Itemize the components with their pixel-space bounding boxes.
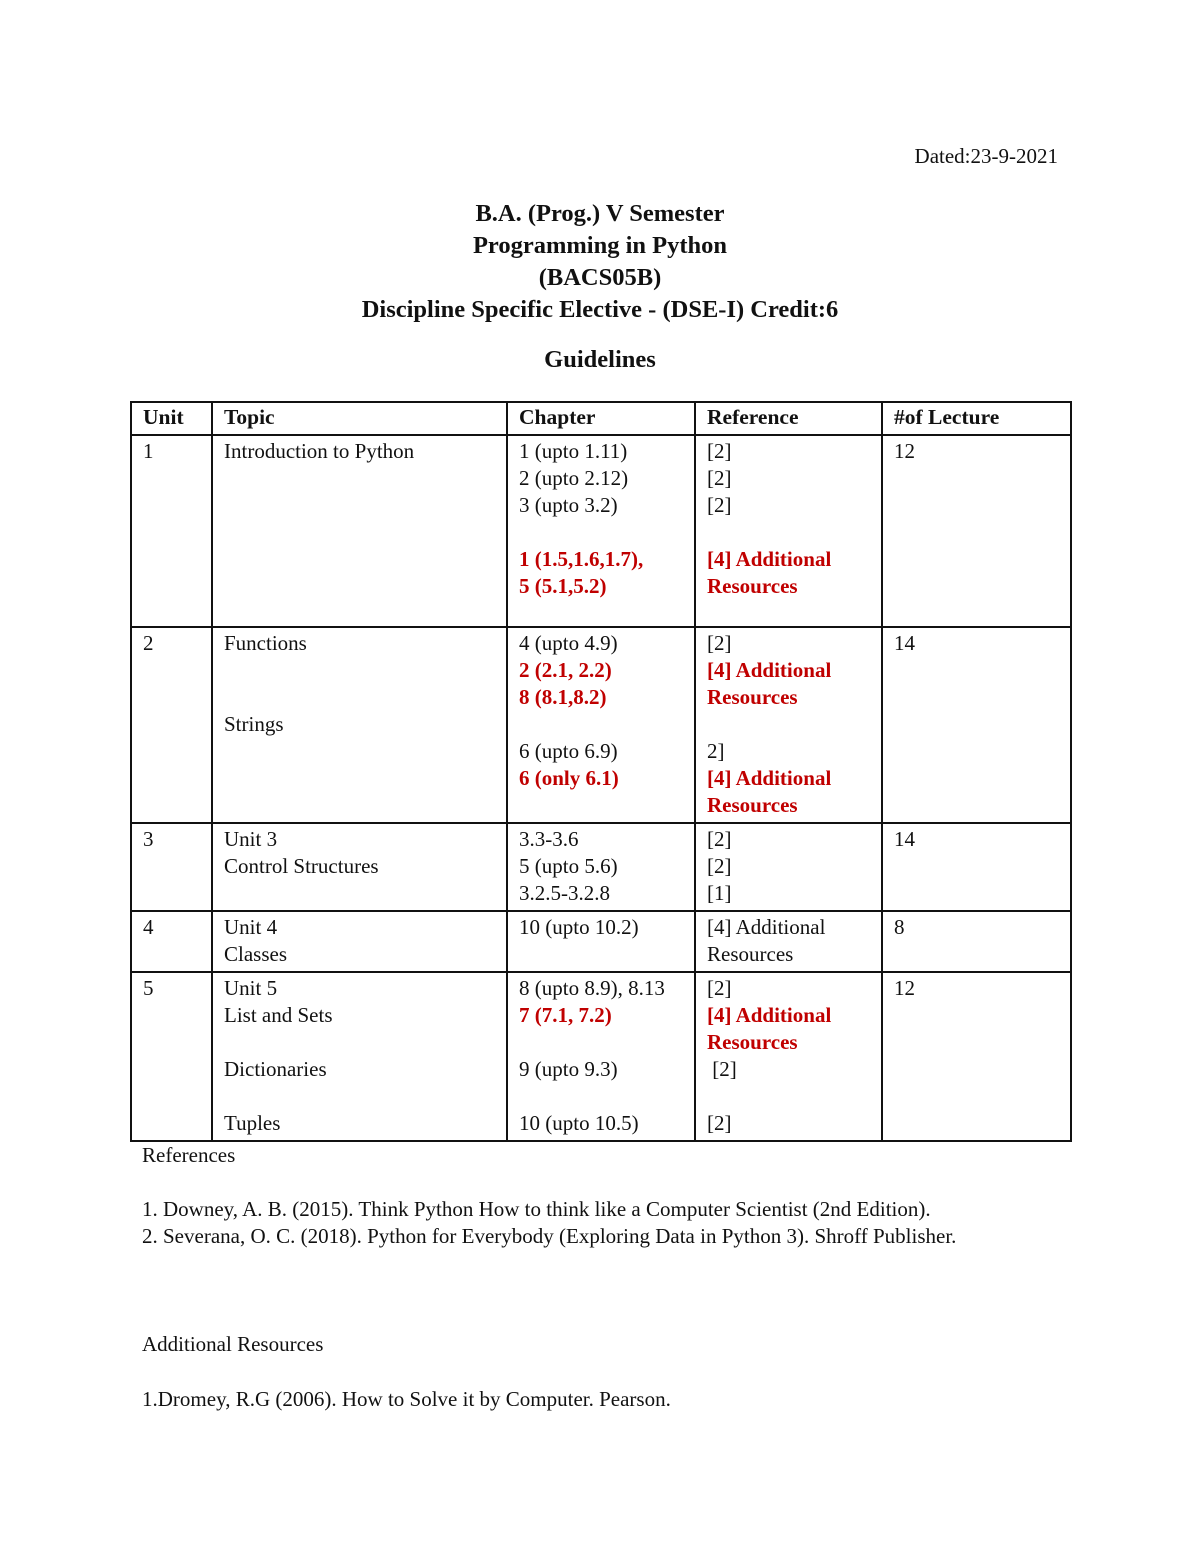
lecture-count-cell: 8 bbox=[882, 911, 1071, 972]
reference-item: 2. Severana, O. C. (2018). Python for Everybody (Exploring Data in Python 3). Shroff Publisher. bbox=[142, 1224, 957, 1248]
unit-cell: 3 bbox=[131, 823, 212, 911]
table-row bbox=[131, 435, 1071, 627]
topic-cell bbox=[212, 911, 507, 972]
unit-cell: 5 bbox=[131, 972, 212, 1141]
topic-cell bbox=[212, 435, 507, 627]
topic-line: Tuples bbox=[224, 1111, 281, 1135]
topic-line: Strings bbox=[224, 712, 284, 736]
reference-line: [2] bbox=[707, 1057, 737, 1081]
spacer bbox=[519, 1083, 694, 1110]
reference-line: [2] bbox=[707, 976, 732, 1000]
topic-line: Classes bbox=[224, 942, 287, 966]
header-unit: Unit bbox=[131, 402, 212, 435]
table-row bbox=[131, 911, 1071, 972]
spacer bbox=[707, 1083, 881, 1110]
chapter-cell bbox=[507, 911, 695, 972]
additional-resources-heading: Additional Resources bbox=[142, 1332, 324, 1356]
header-lectures: #of Lecture bbox=[882, 402, 1071, 435]
reference-cell bbox=[695, 911, 882, 972]
reference-line-highlight: Resources bbox=[707, 574, 798, 598]
table-header-row bbox=[131, 402, 1071, 435]
reference-cell bbox=[695, 823, 882, 911]
reference-line: [4] Additional bbox=[707, 915, 826, 939]
topic-line: Introduction to Python bbox=[224, 439, 415, 463]
topic-cell bbox=[212, 972, 507, 1141]
reference-line-highlight: [4] Additional bbox=[707, 547, 832, 571]
chapter-line: 10 (upto 10.2) bbox=[519, 915, 639, 939]
reference-line-highlight: Resources bbox=[707, 685, 798, 709]
chapter-cell bbox=[507, 435, 695, 627]
additional-resource-item: 1.Dromey, R.G (2006). How to Solve it by Computer. Pearson. bbox=[142, 1387, 671, 1411]
title-code: (BACS05B) bbox=[538, 264, 662, 291]
reference-line: [2] bbox=[707, 466, 732, 490]
topic-line: Dictionaries bbox=[224, 1057, 327, 1081]
document-title-block bbox=[0, 198, 1200, 326]
chapter-line-highlight: 7 (7.1, 7.2) bbox=[519, 1003, 612, 1027]
title-course: Programming in Python bbox=[472, 232, 728, 259]
reference-cell bbox=[695, 627, 882, 823]
spacer bbox=[224, 684, 506, 711]
topic-cell bbox=[212, 823, 507, 911]
topic-line: Unit 5 bbox=[224, 976, 278, 1000]
spacer bbox=[224, 1083, 506, 1110]
lecture-count-cell: 14 bbox=[882, 823, 1071, 911]
chapter-line: 2 (upto 2.12) bbox=[519, 466, 629, 490]
spacer bbox=[519, 711, 694, 738]
date-line: Dated:23-9-2021 bbox=[914, 144, 1058, 168]
topic-cell bbox=[212, 627, 507, 823]
table-row bbox=[131, 627, 1071, 823]
chapter-line: 3 (upto 3.2) bbox=[519, 493, 618, 517]
lecture-count-cell: 12 bbox=[882, 435, 1071, 627]
chapter-line: 5 (upto 5.6) bbox=[519, 854, 618, 878]
syllabus-table bbox=[130, 401, 1072, 1142]
topic-line: Control Structures bbox=[224, 854, 379, 878]
reference-line: [2] bbox=[707, 854, 732, 878]
topic-line: Unit 4 bbox=[224, 915, 278, 939]
chapter-line-highlight: 8 (8.1,8.2) bbox=[519, 685, 607, 709]
lecture-count-cell: 12 bbox=[882, 972, 1071, 1141]
chapter-line: 10 (upto 10.5) bbox=[519, 1111, 639, 1135]
title-elective: Discipline Specific Elective - (DSE-I) Credit:6 bbox=[361, 296, 839, 323]
unit-cell: 2 bbox=[131, 627, 212, 823]
reference-line: [2] bbox=[707, 827, 732, 851]
reference-cell bbox=[695, 972, 882, 1141]
table-row bbox=[131, 972, 1071, 1141]
reference-line-highlight: [4] Additional bbox=[707, 766, 832, 790]
chapter-cell bbox=[507, 972, 695, 1141]
reference-line-highlight: Resources bbox=[707, 793, 798, 817]
chapter-line: 3.3-3.6 bbox=[519, 827, 579, 851]
reference-line: [2] bbox=[707, 493, 732, 517]
spacer bbox=[224, 657, 506, 684]
table-row bbox=[131, 823, 1071, 911]
chapter-line-highlight: 5 (5.1,5.2) bbox=[519, 574, 607, 598]
topic-line: List and Sets bbox=[224, 1003, 333, 1027]
reference-line: [2] bbox=[707, 631, 732, 655]
chapter-line-highlight: 6 (only 6.1) bbox=[519, 766, 619, 790]
reference-line: [2] bbox=[707, 1111, 732, 1135]
chapter-line: 3.2.5-3.2.8 bbox=[519, 881, 610, 905]
references-section bbox=[142, 1142, 1062, 1250]
chapter-line-highlight: 1 (1.5,1.6,1.7), bbox=[519, 547, 644, 571]
unit-cell: 1 bbox=[131, 435, 212, 627]
header-chapter: Chapter bbox=[507, 402, 695, 435]
reference-line-highlight: [4] Additional bbox=[707, 658, 832, 682]
header-topic: Topic bbox=[212, 402, 507, 435]
topic-line: Functions bbox=[224, 631, 307, 655]
guidelines-heading: Guidelines bbox=[544, 346, 656, 373]
header-reference: Reference bbox=[695, 402, 882, 435]
topic-line: Unit 3 bbox=[224, 827, 278, 851]
spacer bbox=[707, 711, 881, 738]
reference-line-highlight: [4] Additional bbox=[707, 1003, 832, 1027]
spacer bbox=[707, 519, 881, 546]
unit-cell: 4 bbox=[131, 911, 212, 972]
chapter-line-highlight: 2 (2.1, 2.2) bbox=[519, 658, 612, 682]
spacer bbox=[519, 1029, 694, 1056]
lecture-count-cell: 14 bbox=[882, 627, 1071, 823]
chapter-line: 4 (upto 4.9) bbox=[519, 631, 618, 655]
reference-item: 1. Downey, A. B. (2015). Think Python How to think like a Computer Scientist (2nd Edition). bbox=[142, 1197, 931, 1221]
additional-resources-section bbox=[142, 1331, 1062, 1413]
spacer bbox=[519, 519, 694, 546]
reference-line: Resources bbox=[707, 942, 794, 966]
chapter-line: 8 (upto 8.9), 8.13 bbox=[519, 976, 665, 1000]
chapter-line: 6 (upto 6.9) bbox=[519, 739, 618, 763]
chapter-cell bbox=[507, 823, 695, 911]
reference-line-highlight: Resources bbox=[707, 1030, 798, 1054]
reference-line: [1] bbox=[707, 881, 732, 905]
references-heading: References bbox=[142, 1143, 236, 1167]
reference-line: [2] bbox=[707, 439, 732, 463]
reference-line: 2] bbox=[707, 739, 725, 763]
chapter-cell bbox=[507, 627, 695, 823]
reference-cell bbox=[695, 435, 882, 627]
title-semester: B.A. (Prog.) V Semester bbox=[475, 200, 725, 227]
chapter-line: 1 (upto 1.11) bbox=[519, 439, 628, 463]
spacer bbox=[224, 1029, 506, 1056]
chapter-line: 9 (upto 9.3) bbox=[519, 1057, 618, 1081]
